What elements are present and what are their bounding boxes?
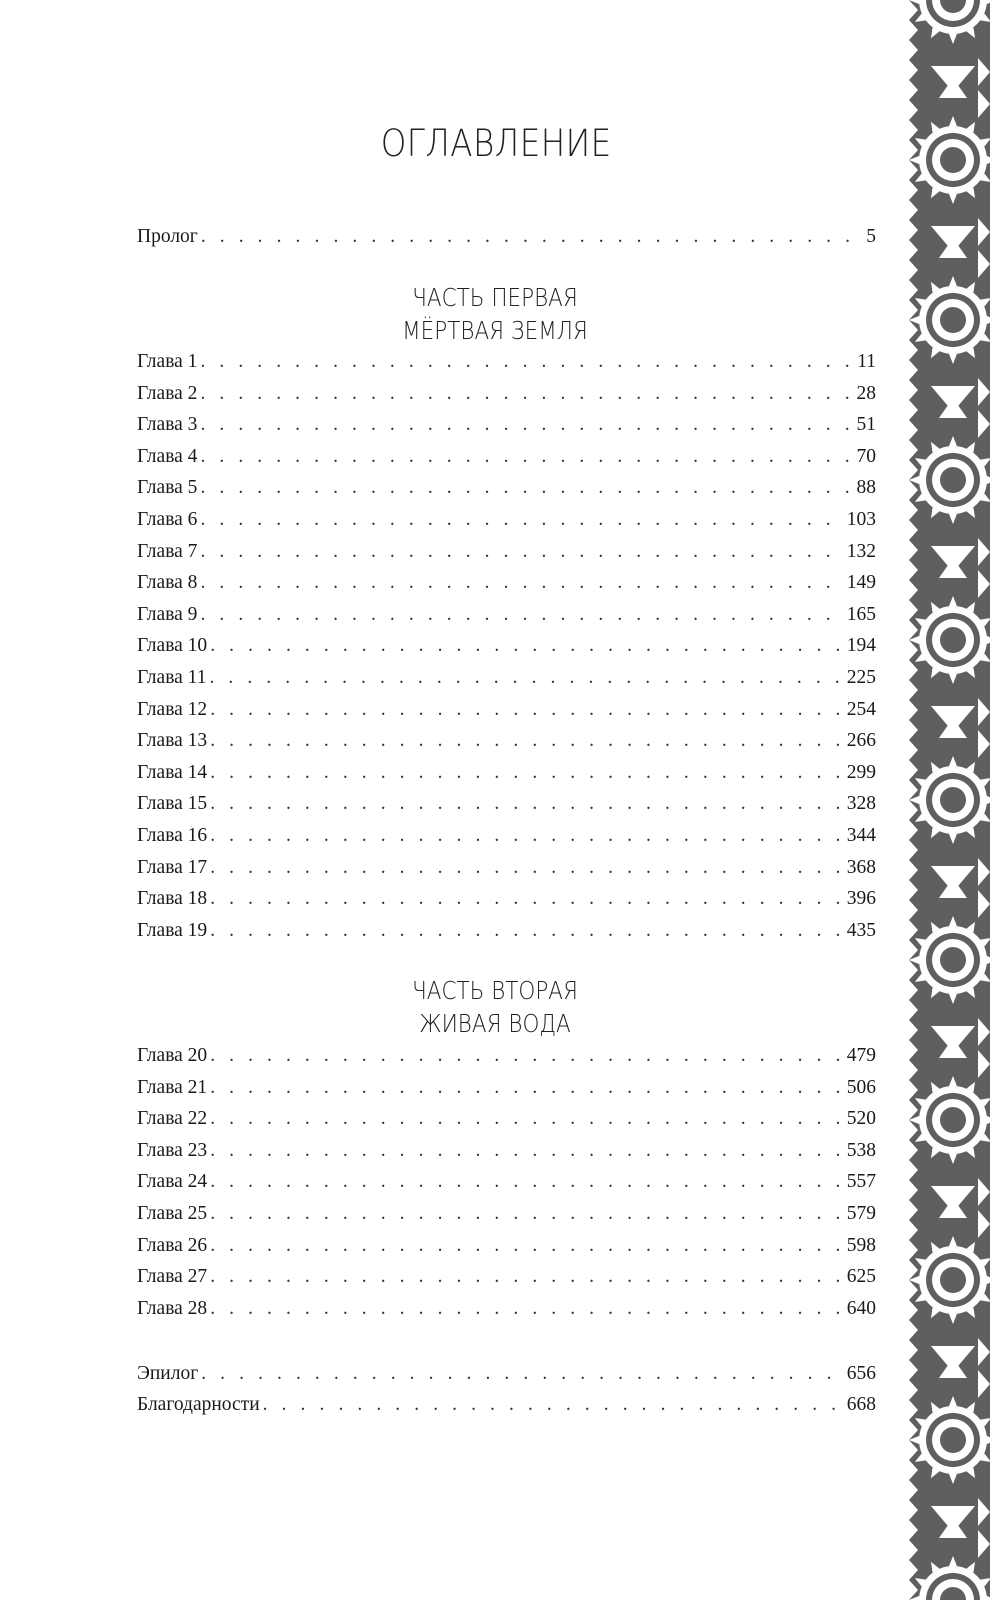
entry-page-number: 194 <box>846 635 876 657</box>
dot-leader <box>210 695 843 725</box>
toc-entry-chapter <box>137 442 876 472</box>
toc-entry-chapter <box>137 473 876 503</box>
toc-entry-chapter <box>137 631 876 661</box>
toc-entry-chapter <box>137 1231 876 1261</box>
entry-page-number: 479 <box>846 1045 876 1066</box>
dot-leader <box>200 379 852 409</box>
entry-page-number: 225 <box>846 667 876 688</box>
entry-label: Глава 16 <box>137 825 208 846</box>
entry-page-number: 368 <box>846 856 876 878</box>
entry-page-number: 328 <box>846 793 876 815</box>
entry-page-number: 51 <box>856 414 876 436</box>
toc-entry-chapter <box>137 758 876 788</box>
entry-page-number: 5 <box>866 226 876 247</box>
entry-page-number: 254 <box>846 698 876 720</box>
ornament-pattern-icon <box>903 0 990 1600</box>
entry-page-number: 520 <box>846 1108 876 1130</box>
part-one-title: МЁРТВАЯ ЗЕМЛЯ <box>402 316 588 345</box>
entry-page-number: 435 <box>846 919 876 941</box>
dot-leader <box>210 1073 843 1103</box>
entry-page-number: 396 <box>846 888 876 910</box>
entry-page-number: 165 <box>846 603 876 625</box>
toc-entry-chapter <box>137 789 876 819</box>
dot-leader <box>210 916 843 946</box>
entry-label: Эпилог <box>137 1363 199 1384</box>
dot-leader <box>200 347 853 377</box>
dot-leader <box>210 821 843 851</box>
entry-page-number: 149 <box>846 572 876 594</box>
toc-entry-chapter <box>137 821 876 851</box>
dot-leader <box>210 1231 843 1261</box>
entry-page-number: 557 <box>846 1171 876 1193</box>
entry-page-number: 266 <box>846 730 876 752</box>
entry-label: Глава 26 <box>137 1234 208 1256</box>
entry-page-number: 11 <box>857 351 876 372</box>
dot-leader <box>200 410 852 440</box>
dot-leader <box>200 473 852 503</box>
entry-label: Глава 9 <box>137 603 198 625</box>
toc-entry-prologue <box>137 222 876 252</box>
toc-entry-chapter <box>137 916 876 946</box>
dot-leader <box>210 1262 843 1292</box>
entry-page-number: 538 <box>846 1139 876 1161</box>
dot-leader <box>210 884 843 914</box>
entry-page-number: 28 <box>856 382 876 404</box>
entry-label: Глава 13 <box>137 730 208 752</box>
toc-entry-chapter <box>137 695 876 725</box>
entry-page-number: 70 <box>856 445 876 467</box>
dot-leader <box>210 631 843 661</box>
entry-page-number: 668 <box>846 1394 876 1415</box>
entry-label: Глава 28 <box>137 1297 208 1319</box>
entry-label: Глава 23 <box>137 1139 208 1161</box>
entry-page-number: 506 <box>846 1076 876 1098</box>
entry-page-number: 579 <box>846 1203 876 1224</box>
toc-entry-chapter <box>137 410 876 440</box>
dot-leader <box>210 1199 843 1229</box>
toc-entry-chapter <box>137 853 876 883</box>
dot-leader <box>200 442 852 472</box>
toc-entry-chapter <box>137 1294 876 1324</box>
entry-label: Глава 10 <box>137 635 208 657</box>
part-one-heading <box>0 281 990 347</box>
dot-leader <box>201 222 862 252</box>
entry-label: Пролог <box>137 226 198 247</box>
toc-entry-chapter <box>137 884 876 914</box>
dot-leader <box>200 537 842 567</box>
entry-label: Глава 7 <box>137 540 198 562</box>
dot-leader <box>210 853 843 883</box>
dot-leader <box>210 758 843 788</box>
dot-leader <box>210 1136 843 1166</box>
toc-entry-chapter <box>137 1199 876 1229</box>
toc-entry-chapter <box>137 537 876 567</box>
entry-label: Глава 20 <box>137 1045 208 1066</box>
entry-label: Глава 2 <box>137 382 198 404</box>
entry-label: Глава 15 <box>137 793 208 815</box>
entry-label: Глава 22 <box>137 1108 208 1130</box>
entry-label: Глава 3 <box>137 414 198 436</box>
dot-leader <box>210 1167 843 1197</box>
dot-leader <box>210 726 843 756</box>
toc-entry-chapter <box>137 347 876 377</box>
toc-entry-acknowledgements <box>137 1390 876 1420</box>
entry-page-number: 625 <box>846 1266 876 1288</box>
dot-leader <box>210 1041 843 1071</box>
dot-leader <box>263 1390 843 1420</box>
dot-leader <box>209 663 842 693</box>
toc-entry-chapter <box>137 663 876 693</box>
part-two-heading <box>0 974 990 1040</box>
entry-label: Глава 17 <box>137 856 208 878</box>
part-one-number: ЧАСТЬ ПЕРВАЯ <box>412 283 578 312</box>
entry-label: Глава 21 <box>137 1076 208 1098</box>
entry-page-number: 640 <box>846 1297 876 1319</box>
entry-page-number: 132 <box>846 540 876 562</box>
entry-label: Глава 18 <box>137 888 208 910</box>
entry-label: Глава 19 <box>137 919 208 941</box>
entry-page-number: 299 <box>846 761 876 783</box>
toc-entry-chapter <box>137 379 876 409</box>
toc-entry-epilogue <box>137 1359 876 1389</box>
toc-entry-chapter <box>137 1073 876 1103</box>
entry-label: Глава 5 <box>137 477 198 499</box>
entry-page-number: 598 <box>846 1234 876 1256</box>
dot-leader <box>210 1294 843 1324</box>
part-two-title: ЖИВАЯ ВОДА <box>419 1009 571 1038</box>
entry-label: Глава 27 <box>137 1266 208 1288</box>
entry-page-number: 656 <box>846 1363 876 1384</box>
entry-label: Глава 1 <box>137 351 198 372</box>
entry-label: Глава 14 <box>137 761 208 783</box>
toc-entry-chapter <box>137 1167 876 1197</box>
entry-label: Глава 25 <box>137 1203 208 1224</box>
entry-label: Глава 12 <box>137 698 208 720</box>
ornamental-border <box>903 0 990 1600</box>
dot-leader <box>210 789 843 819</box>
dot-leader <box>200 505 842 535</box>
entry-page-number: 344 <box>846 825 876 846</box>
part-two-number: ЧАСТЬ ВТОРАЯ <box>412 976 578 1005</box>
dot-leader <box>200 600 842 630</box>
toc-entry-chapter <box>137 505 876 535</box>
toc-entry-chapter <box>137 1104 876 1134</box>
toc-entry-chapter <box>137 1041 876 1071</box>
toc-entry-chapter <box>137 726 876 756</box>
entry-label: Благодарности <box>137 1394 260 1415</box>
dot-leader <box>200 568 842 598</box>
entry-label: Глава 11 <box>137 667 207 688</box>
entry-label: Глава 6 <box>137 509 198 530</box>
toc-entry-chapter <box>137 600 876 630</box>
entry-label: Глава 24 <box>137 1171 208 1193</box>
entry-label: Глава 4 <box>137 445 198 467</box>
page-title: ОГЛАВЛЕНИЕ <box>380 122 612 165</box>
entry-page-number: 103 <box>846 509 876 530</box>
toc-entry-chapter <box>137 1136 876 1166</box>
dot-leader <box>210 1104 843 1134</box>
entry-label: Глава 8 <box>137 572 198 594</box>
dot-leader <box>201 1359 843 1389</box>
entry-page-number: 88 <box>856 477 876 499</box>
toc-entry-chapter <box>137 568 876 598</box>
toc-entry-chapter <box>137 1262 876 1292</box>
